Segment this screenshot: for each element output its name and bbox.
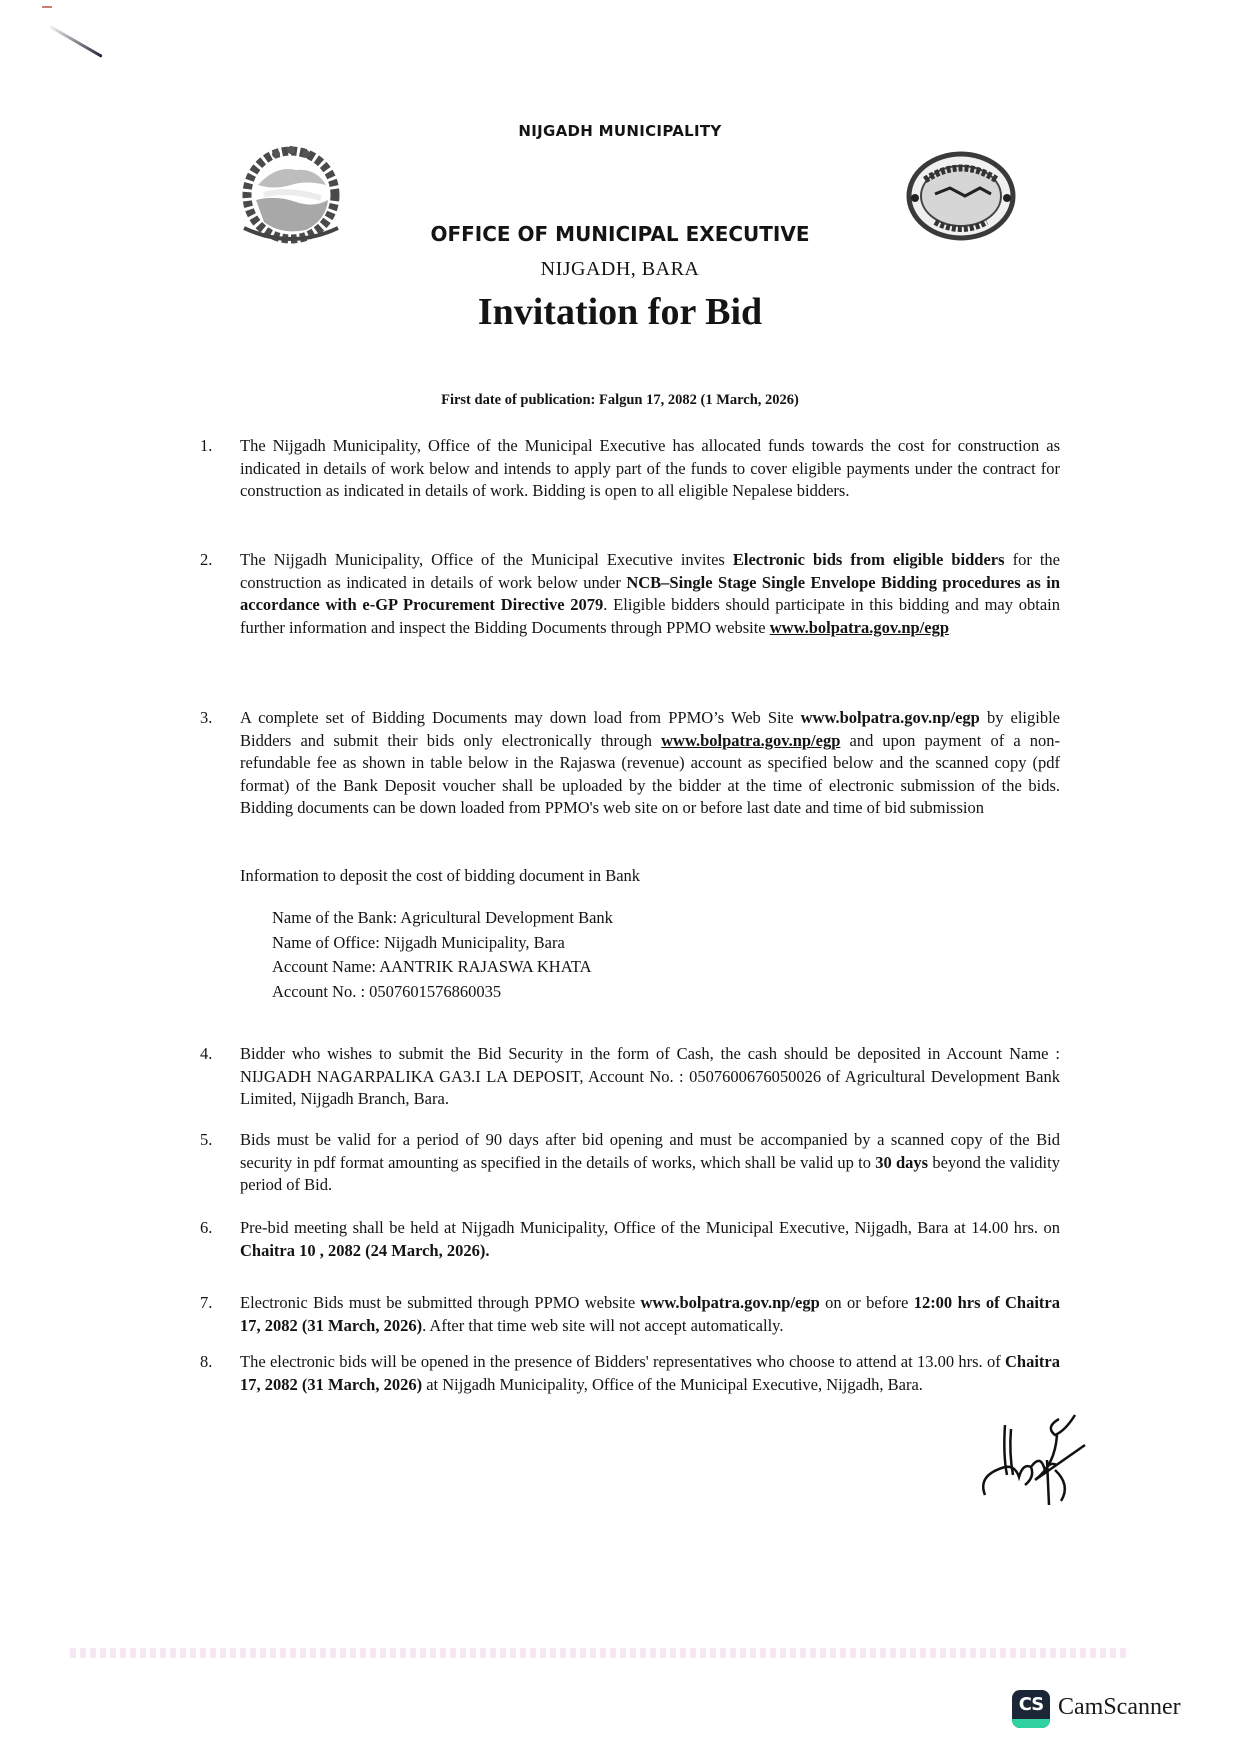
office-name: OFFICE OF MUNICIPAL EXECUTIVE xyxy=(430,222,810,246)
camscanner-logo-accent xyxy=(1012,1719,1050,1728)
camscanner-watermark: CamScanner xyxy=(1058,1694,1181,1720)
clause-text: by eligible Bidders and submit their bids only electronically through xyxy=(240,708,1061,750)
clause-number: 7. xyxy=(200,1293,213,1312)
website-link[interactable]: www.bolpatra.gov.np/egp xyxy=(769,617,950,637)
clause-text: The Nijgadh Municipality, Office of the Municipal Executive invites xyxy=(240,550,733,569)
account-number: Account No. : 0507601576860035 xyxy=(272,981,502,1001)
clause-4 xyxy=(200,1043,1060,1111)
bank-info-details xyxy=(272,906,613,1004)
publication-date: First date of publication: Falgun 17, 2082 (1 March, 2026) xyxy=(441,392,799,408)
clause-number: 4. xyxy=(200,1044,213,1063)
clause-1 xyxy=(200,435,1060,503)
clause-text: . Eligible bidders should participate in this bidding and may obtain further information and inspect the Bidding Documents through PPMO website xyxy=(240,595,1060,637)
clause-text: Electronic Bids must be submitted through PPMO website xyxy=(240,1293,641,1312)
clause-8 xyxy=(200,1351,1060,1396)
clause-6 xyxy=(200,1217,1060,1262)
clause-number: 8. xyxy=(200,1352,213,1371)
clause-number: 5. xyxy=(200,1130,213,1149)
clause-text: The Nijgadh Municipality, Office of the Municipal Executive has allocated funds towards the cost for construction as indicated in details of work below and intends to apply part of the funds to cover eligible payments under the contract for construction as indicated in details of work. Bidding is open to all eligible Nepalese bidders. xyxy=(240,436,1060,500)
emphasized-text: NCB–Single Stage Single Envelope Bidding procedures as in accordance with e-GP Procurement Directive 2079 xyxy=(240,572,1060,614)
bank-info-label: Information to deposit the cost of bidding document in Bank xyxy=(240,866,641,885)
clause-text: beyond the validity period of Bid. xyxy=(240,1152,1060,1194)
clause-text: Bids must be valid for a period of 90 days after bid opening and must be accompanied by a scanned copy of the Bid security in pdf format amounting as specified in the details of works, which shall be valid up to xyxy=(240,1130,1060,1172)
clause-number: 6. xyxy=(200,1218,213,1237)
clause-number: 2. xyxy=(200,550,213,569)
office-location: NIJGADH, BARA xyxy=(540,258,700,280)
clause-7 xyxy=(200,1292,1060,1337)
camscanner-logo-text: CS xyxy=(1018,1694,1044,1715)
clause-2 xyxy=(200,549,1060,639)
clause-text: The electronic bids will be opened in the presence of Bidders' representatives who choose to attend at 13.00 hrs. of xyxy=(240,1352,1005,1371)
clause-3 xyxy=(200,707,1060,820)
emphasized-text: www.bolpatra.gov.np/egp xyxy=(800,708,980,727)
clause-text: Pre-bid meeting shall be held at Nijgadh Municipality, Office of the Municipal Executive, Nijgadh, Bara at 14.00 hrs. on xyxy=(240,1218,1060,1237)
emphasized-text: Electronic bids from eligible bidders xyxy=(732,550,1005,569)
signature-icon xyxy=(975,1405,1095,1515)
clause-text: for the construction as indicated in details of work below under xyxy=(240,550,1060,592)
camscanner-logo-icon xyxy=(1012,1690,1050,1728)
clause-text: and upon payment of a non-refundable fee as shown in table below in the Rajaswa (revenue) account as specified below and the scanned copy (pdf format) of the Bank Deposit voucher shall be uploaded by the bidder at the time of electronic submission of the bids. Bidding documents can be down loaded from PPMO's web site on or before last date and time of bid submission xyxy=(240,730,1060,817)
bank-name: Name of the Bank: Agricultural Development Bank xyxy=(272,908,613,927)
clause-text: at Nijgadh Municipality, Office of the Municipal Executive, Nijgadh, Bara. xyxy=(422,1374,923,1394)
scan-mark xyxy=(49,25,102,58)
scan-bleed-through xyxy=(70,1648,1130,1658)
municipality-name: NIJGADH MUNICIPALITY xyxy=(518,122,722,140)
emphasized-text: www.bolpatra.gov.np/egp xyxy=(640,1293,820,1312)
emphasized-text: Chaitra 10 , 2082 (24 March, 2026). xyxy=(240,1240,490,1260)
clause-number: 1. xyxy=(200,436,213,455)
clause-number: 3. xyxy=(200,708,213,727)
clause-text: A complete set of Bidding Documents may down load from PPMO’s Web Site xyxy=(240,708,801,727)
website-link[interactable]: www.bolpatra.gov.np/egp xyxy=(661,730,841,750)
scan-mark xyxy=(42,6,52,8)
clause-5 xyxy=(200,1129,1060,1197)
emphasized-text: 12:00 hrs of Chaitra 17, 2082 (31 March, 2026) xyxy=(240,1293,1060,1335)
account-name: Account Name: AANTRIK RAJASWA KHATA xyxy=(272,957,592,976)
office-name-line: Name of Office: Nijgadh Municipality, Bara xyxy=(272,932,565,952)
clause-text: . After that time web site will not accept automatically. xyxy=(422,1315,784,1335)
emphasized-text: Chaitra 17, 2082 (31 March, 2026) xyxy=(240,1352,1060,1394)
page-title: Invitation for Bid xyxy=(477,291,763,333)
clause-text: Bidder who wishes to submit the Bid Security in the form of Cash, the cash should be deposited in Account Name : NIJGADH NAGARPALIKA GA3.I LA DEPOSIT, Account No. : 0507600676050026 of Agricultural Development Bank Limited, Nijgadh Branch, Bara. xyxy=(240,1044,1060,1108)
emphasized-text: 30 days xyxy=(875,1152,929,1172)
clause-text: on or before xyxy=(819,1293,914,1312)
